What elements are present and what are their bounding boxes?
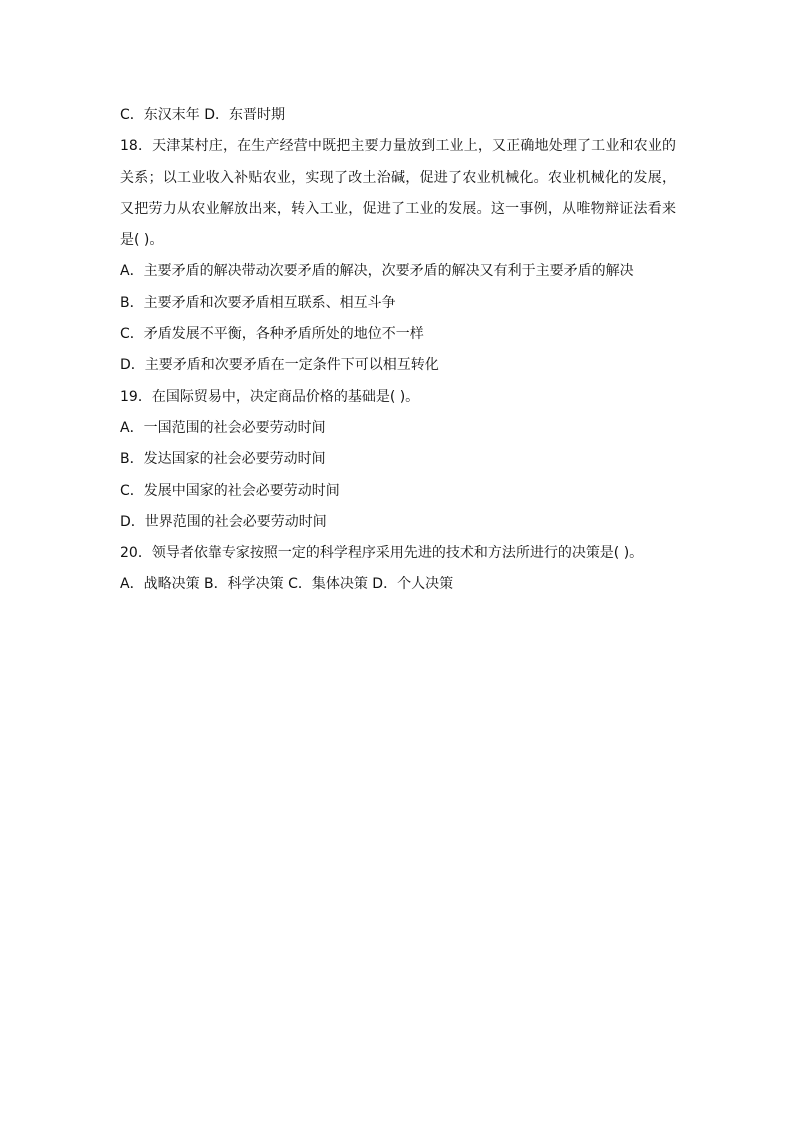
q19-option-c: C．发展中国家的社会必要劳动时间 xyxy=(120,482,340,499)
q20-options: A．战略决策 B．科学决策 C．集体决策 D．个人决策 xyxy=(120,576,454,593)
q20-stem: 20．领导者依靠专家按照一定的科学程序采用先进的技术和方法所进行的决策是( )。 xyxy=(120,545,644,562)
q19-stem: 19．在国际贸易中，决定商品价格的基础是( )。 xyxy=(120,388,420,405)
q19-option-b: B．发达国家的社会必要劳动时间 xyxy=(120,451,326,468)
q18-option-c: C．矛盾发展不平衡，各种矛盾所处的地位不一样 xyxy=(120,326,424,343)
q18-option-a: A．主要矛盾的解决带动次要矛盾的解决，次要矛盾的解决又有利于主要矛盾的解决 xyxy=(120,263,634,280)
document-body xyxy=(120,100,676,601)
q18-option-b: B．主要矛盾和次要矛盾相互联系、相互斗争 xyxy=(120,294,396,311)
q17-options-cd: C．东汉末年 D．东晋时期 xyxy=(120,107,286,123)
q18-option-d: D．主要矛盾和次要矛盾在一定条件下可以相互转化 xyxy=(120,357,439,374)
q19-option-d: D．世界范围的社会必要劳动时间 xyxy=(120,513,327,530)
q19-option-a: A．一国范围的社会必要劳动时间 xyxy=(120,419,326,436)
q18-stem: 18．天津某村庄，在生产经营中既把主要力量放到工业上，又正确地处理了工业和农业的关系；以工业收入补贴农业，实现了改土治碱，促进了农业机械化。农业机械化的发展，又把劳力从农业解放出来，转入工业，促进了工业的发展。这一事例，从唯物辩证法看来是( )。 xyxy=(120,138,676,249)
